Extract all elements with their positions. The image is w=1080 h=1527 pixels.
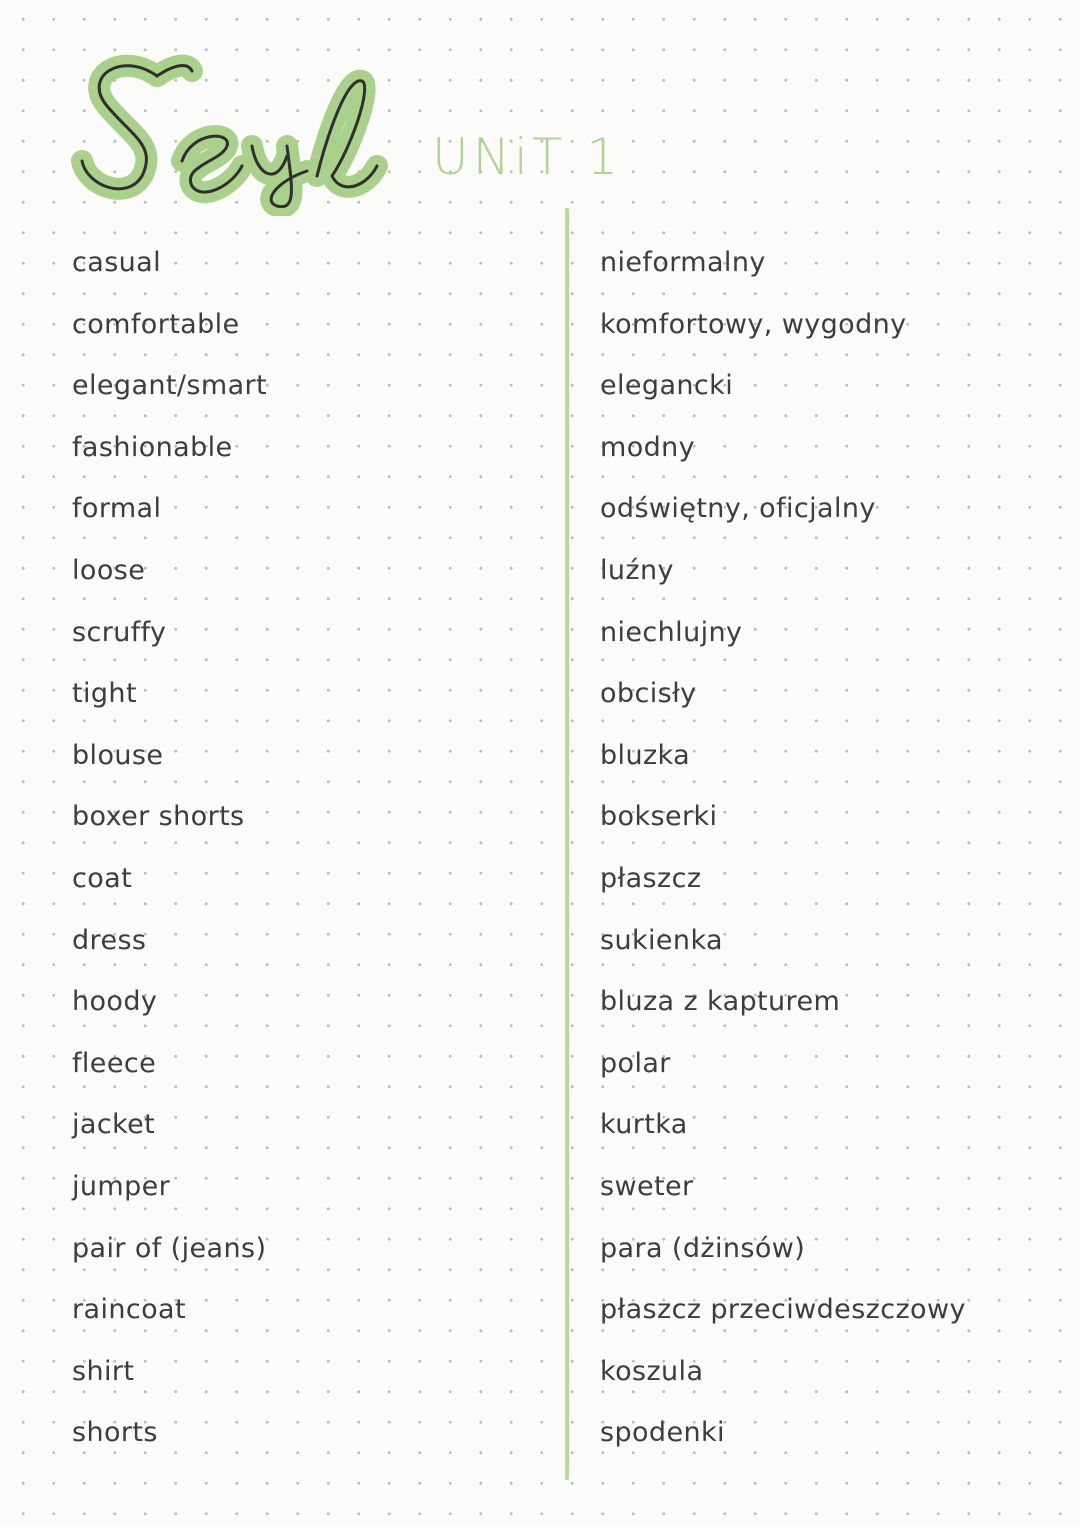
polish-translation: koszula [600, 1355, 704, 1387]
english-word: scruffy [72, 616, 167, 648]
english-word: dress [72, 924, 147, 956]
polish-translation: modny [600, 431, 696, 463]
polish-translation: bluzka [600, 739, 691, 771]
english-column [72, 236, 267, 1468]
polish-column [600, 236, 966, 1468]
polish-translation: obcisły [600, 678, 697, 710]
polish-translation: polar [600, 1047, 671, 1079]
english-word: fashionable [72, 431, 233, 463]
polish-translation: płaszcz przeciwdeszczowy [600, 1294, 966, 1326]
english-word: elegant/smart [72, 370, 268, 402]
unit-title: UNiT 1 [432, 128, 623, 186]
english-word: shirt [72, 1355, 135, 1387]
english-word: pair of (jeans) [72, 1232, 267, 1264]
polish-translation: odświętny, oficjalny [600, 493, 876, 525]
polish-translation: płaszcz [600, 862, 702, 894]
polish-translation: para (dżinsów) [600, 1232, 806, 1264]
polish-translation: luźny [600, 554, 674, 586]
english-word: raincoat [72, 1294, 186, 1326]
polish-translation: spodenki [600, 1417, 725, 1449]
english-word: shorts [72, 1417, 158, 1449]
polish-translation: bluza z kapturem [600, 986, 841, 1018]
polish-translation: nieformalny [600, 247, 766, 278]
english-word: blouse [72, 739, 164, 771]
polish-translation: niechlujny [600, 616, 743, 648]
polish-translation: sukienka [600, 924, 723, 956]
english-word: tight [72, 678, 137, 710]
polish-translation: komfortowy, wygodny [600, 308, 907, 340]
english-word: jumper [72, 1170, 171, 1202]
english-word: fleece [72, 1047, 157, 1079]
english-word: jacket [72, 1109, 156, 1141]
english-word: casual [72, 247, 162, 278]
english-word: hoody [72, 986, 158, 1018]
polish-translation: sweter [600, 1170, 694, 1202]
english-word: comfortable [72, 308, 240, 340]
polish-translation: bokserki [600, 801, 718, 833]
english-word: boxer shorts [72, 801, 245, 833]
polish-translation: elegancki [600, 370, 734, 402]
column-divider [565, 208, 569, 1480]
english-word: coat [72, 862, 133, 894]
english-word: loose [72, 554, 146, 586]
english-word: formal [72, 493, 162, 525]
polish-translation: kurtka [600, 1109, 688, 1141]
style-logo [62, 36, 392, 216]
